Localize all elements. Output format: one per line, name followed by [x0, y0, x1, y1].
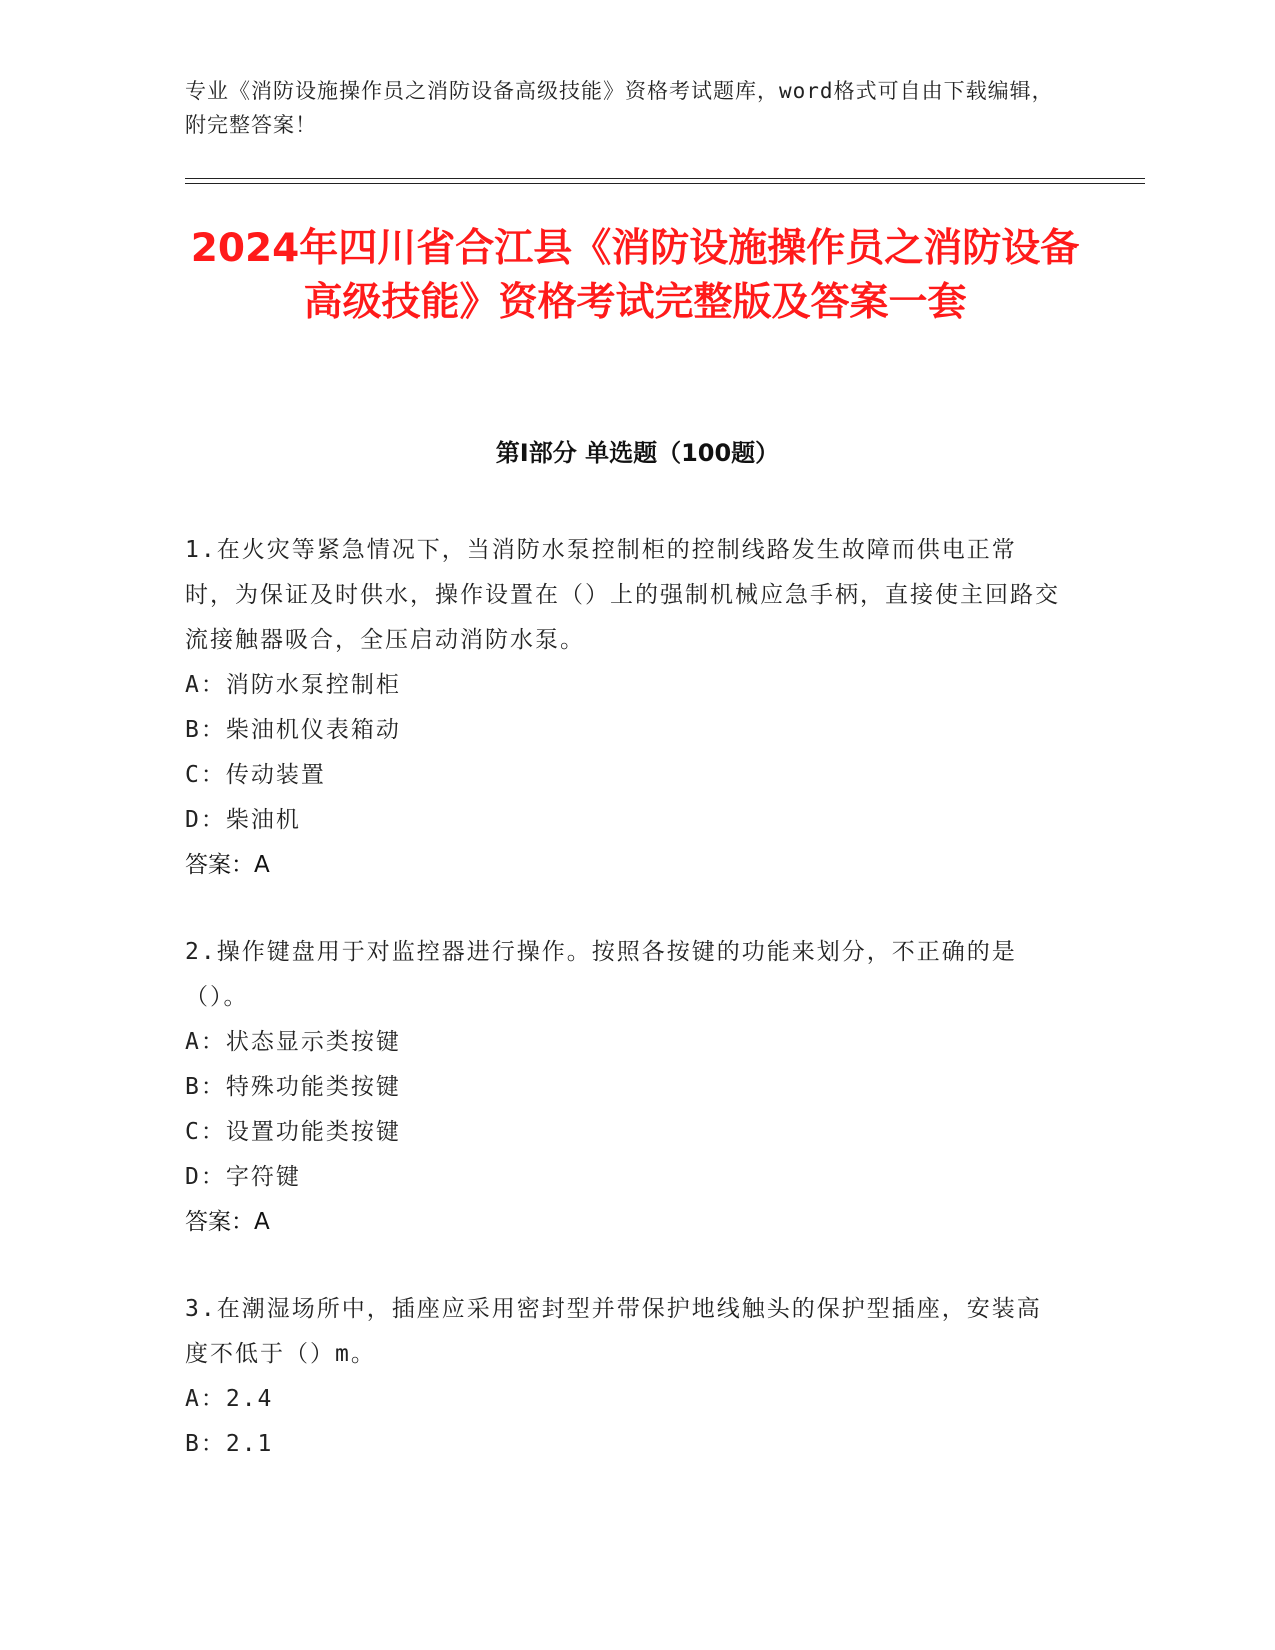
question-list: [185, 528, 1065, 1509]
header-note: 专业《消防设施操作员之消防设备高级技能》资格考试题库，word格式可自由下载编辑，附完整答案！: [185, 79, 1054, 137]
section-title: 第I部分 单选题（100题）: [495, 439, 780, 467]
answer: 答案：A: [185, 1209, 270, 1235]
question-1: [185, 528, 1065, 888]
header-divider-bottom: [185, 183, 1145, 184]
header-divider-top: [185, 178, 1145, 179]
question-2: [185, 930, 1065, 1245]
option-b: B：柴油机仪表箱动: [185, 717, 401, 743]
option-b: B：2.1: [185, 1431, 274, 1457]
answer: 答案：A: [185, 852, 270, 878]
option-a: A：2.4: [185, 1386, 274, 1412]
question-3: [185, 1287, 1065, 1467]
option-a: A：消防水泵控制柜: [185, 672, 401, 698]
document-title: 2024年四川省合江县《消防设施操作员之消防设备高级技能》资格考试完整版及答案一套: [190, 226, 1080, 325]
option-b: B：特殊功能类按键: [185, 1074, 401, 1100]
option-a: A：状态显示类按键: [185, 1029, 401, 1055]
question-stem: 2.操作键盘用于对监控器进行操作。按照各按键的功能来划分，不正确的是（）。: [185, 939, 1017, 1010]
question-stem: 1.在火灾等紧急情况下，当消防水泵控制柜的控制线路发生故障而供电正常时，为保证及时供水，操作设置在（）上的强制机械应急手柄，直接使主回路交流接触器吸合，全压启动消防水泵。: [185, 537, 1060, 653]
option-c: C：传动装置: [185, 762, 326, 788]
option-d: D：字符键: [185, 1164, 301, 1190]
question-stem: 3.在潮湿场所中，插座应采用密封型并带保护地线触头的保护型插座，安装高度不低于（）m。: [185, 1296, 1042, 1367]
option-d: D：柴油机: [185, 807, 301, 833]
option-c: C：设置功能类按键: [185, 1119, 401, 1145]
